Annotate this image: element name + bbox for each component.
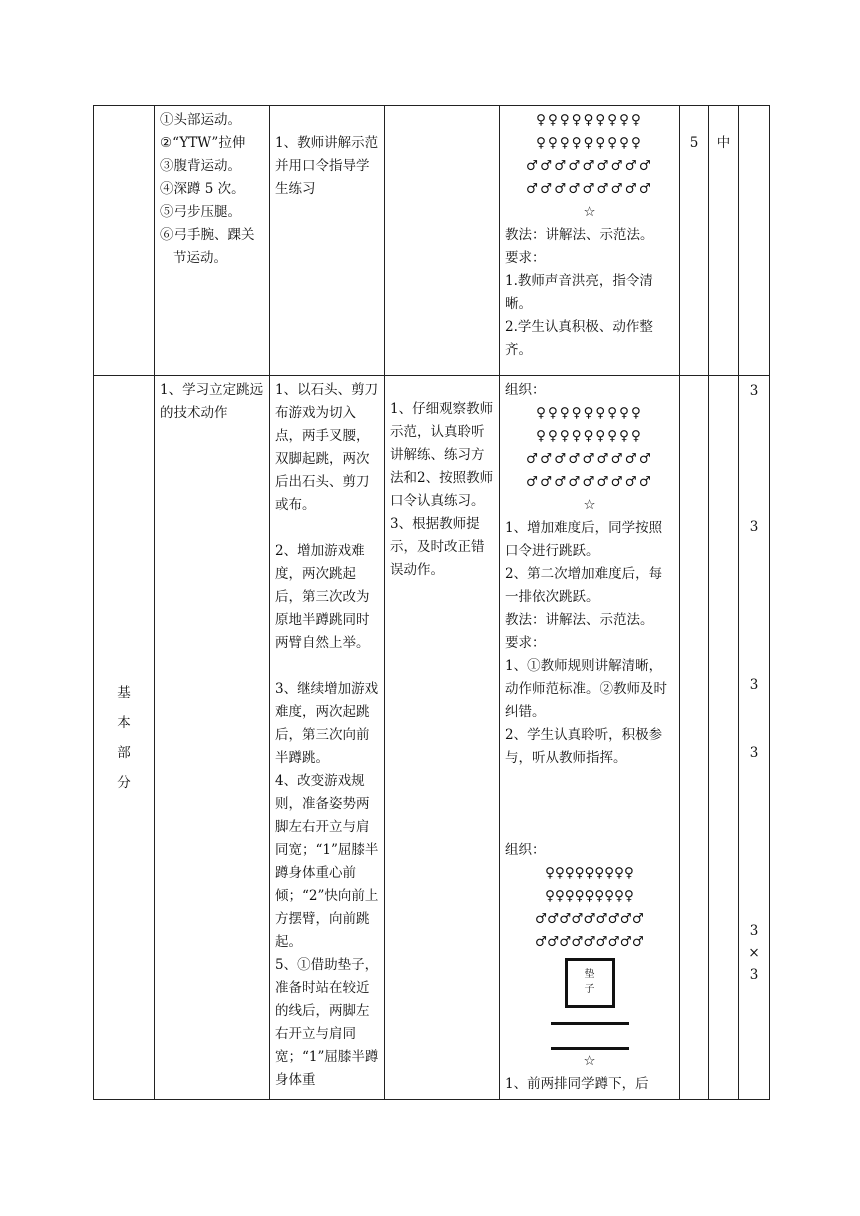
content-cell — [155, 376, 270, 1100]
girls-formation-row: ♀♀♀♀♀♀♀♀♀ — [545, 865, 634, 881]
requirement-title: 要求： — [505, 635, 546, 651]
boys-formation-row: ♂♂♂♂♂♂♂♂♂ — [526, 158, 653, 174]
teacher-position-icon: ☆ — [583, 204, 596, 220]
girls-formation-row: ♀♀♀♀♀♀♀♀♀ — [536, 405, 643, 421]
teacher-step-1: 1、以石头、剪刀布游戏为切入点，两手叉腰，双脚起跳，两次后出石头、剪刀或布。 — [275, 382, 379, 513]
content-line: 节运动。 — [173, 250, 227, 266]
content-line: ⑤弓步压腿。 — [160, 204, 241, 220]
organization-cell — [500, 106, 680, 376]
method-text: 教法：讲解法、示范法。 — [505, 612, 654, 628]
reps-value: 3 — [749, 677, 759, 693]
table-row — [94, 376, 770, 1100]
content-text: 1、学习立定跳远的技术动作 — [160, 382, 264, 421]
reps-value: 3 — [749, 745, 759, 761]
time-cell — [680, 106, 709, 376]
boys-formation-row: ♂♂♂♂♂♂♂♂♂ — [535, 911, 644, 927]
boys-formation-row: ♂♂♂♂♂♂♂♂♂ — [526, 451, 653, 467]
intensity-value: 中 — [716, 135, 731, 151]
boys-formation-row: ♂♂♂♂♂♂♂♂♂ — [535, 934, 644, 950]
lesson-plan-table — [93, 105, 770, 1100]
organization-cell — [500, 376, 680, 1100]
intensity-cell — [709, 106, 739, 376]
teacher-activity-cell — [270, 106, 385, 376]
organization-text: 1、前两排同学蹲下，后 — [505, 1076, 649, 1092]
teacher-step-4: 4、改变游戏规则，准备姿势两脚左右开立与肩同宽；“1”屈膝半蹲身体重心前倾；“2”快向前上方摆臂，向前跳起。 — [275, 773, 379, 950]
girls-formation-row: ♀♀♀♀♀♀♀♀♀ — [545, 888, 634, 904]
requirement-text: 1.教师声音洪亮，指令清晰。 — [505, 273, 653, 312]
method-text: 教法：讲解法、示范法。 — [505, 227, 654, 243]
requirement-title: 要求： — [505, 250, 546, 266]
teacher-activity-text: 1、教师讲解示范并用口令指导学生练习 — [275, 135, 379, 197]
start-line — [551, 1022, 629, 1025]
boys-formation-row: ♂♂♂♂♂♂♂♂♂ — [526, 181, 653, 197]
teacher-step-2: 2、增加游戏难度，两次跳起后，第三次改为原地半蹲跳同时两臂自然上举。 — [275, 543, 370, 651]
content-line: ③腹背运动。 — [160, 158, 241, 174]
student-activity-cell — [385, 106, 500, 376]
organization-title: 组织： — [505, 382, 546, 398]
intensity-cell — [709, 376, 739, 1100]
teacher-position-icon: ☆ — [583, 497, 596, 513]
part-cell — [94, 106, 155, 376]
reps-value: 3 — [749, 519, 759, 535]
mat-label: 垫 — [584, 969, 595, 980]
content-line: ①头部运动。 — [160, 112, 241, 128]
reps-value: × — [748, 945, 760, 961]
girls-formation-row: ♀♀♀♀♀♀♀♀♀ — [536, 112, 643, 128]
reps-value: 3 — [749, 383, 759, 399]
time-value: 5 — [689, 135, 699, 151]
teacher-step-5: 5、①借助垫子，准备时站在较近的线后，两脚左右开立与肩同宽；“1”屈膝半蹲身体重 — [275, 957, 379, 1088]
student-activity-cell — [385, 376, 500, 1100]
requirement-text: 2.学生认真积极、动作整齐。 — [505, 319, 653, 358]
mat-label: 子 — [584, 984, 595, 995]
girls-formation-row: ♀♀♀♀♀♀♀♀♀ — [536, 428, 643, 444]
student-activity-text: 1、仔细观察教师示范，认真聆听讲解练、练习方法和2、按照教师口令认真练习。3、根据教师提示，及时改正错误动作。 — [390, 401, 494, 578]
part-label: 基本部分 — [117, 684, 131, 791]
organization-text: 2、第二次增加难度后，每一排依次跳跃。 — [505, 566, 663, 605]
content-line: ②“YTW”拉伸 — [160, 135, 246, 151]
teacher-step-3: 3、继续增加游戏难度，两次起跳后，第三次向前半蹲跳。 — [275, 681, 379, 766]
requirement-text: 1、①教师规则讲解清晰，动作师范标准。②教师及时纠错。 — [505, 658, 667, 720]
reps-cell — [739, 106, 770, 376]
content-line: ④深蹲 5 次。 — [160, 181, 245, 197]
mat-diagram — [565, 958, 615, 1008]
reps-value: 3 — [749, 967, 759, 983]
table-row — [94, 106, 770, 376]
reps-cell — [739, 376, 770, 1100]
girls-formation-row: ♀♀♀♀♀♀♀♀♀ — [536, 135, 643, 151]
content-line: ⑥弓手腕、踝关 — [160, 227, 255, 243]
requirement-text: 2、学生认真聆听，积极参与，听从教师指挥。 — [505, 727, 663, 766]
reps-value: 3 — [749, 923, 759, 939]
organization-title: 组织： — [505, 842, 546, 858]
part-cell — [94, 376, 155, 1100]
content-cell — [155, 106, 270, 376]
teacher-activity-cell — [270, 376, 385, 1100]
teacher-position-icon: ☆ — [583, 1053, 596, 1069]
boys-formation-row: ♂♂♂♂♂♂♂♂♂ — [526, 474, 653, 490]
organization-text: 1、增加难度后，同学按照口令进行跳跃。 — [505, 520, 663, 559]
time-cell — [680, 376, 709, 1100]
